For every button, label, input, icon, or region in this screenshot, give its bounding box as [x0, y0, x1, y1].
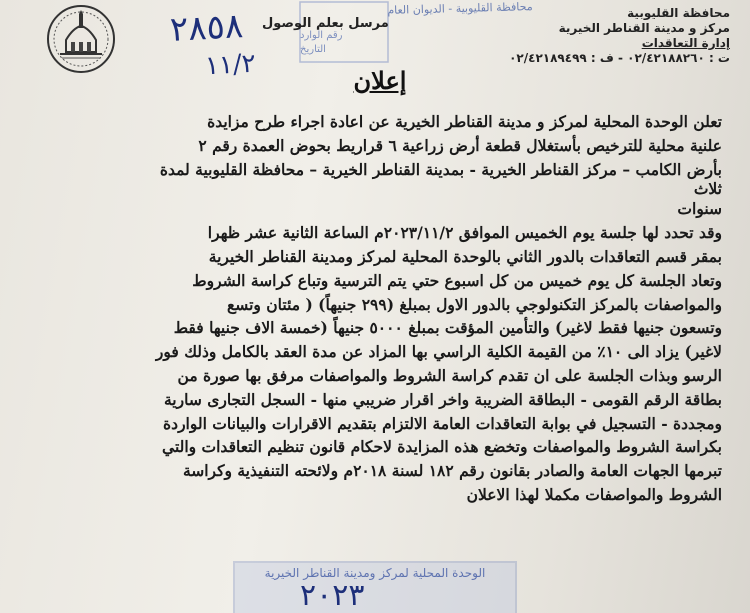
- body-line: والمواصفات بالمركز التكنولوجي بالدور الاول بمبلغ (٢٩٩ جنيهاً) ( مئتان وتسع: [227, 294, 722, 314]
- body-line: تبرمها الجهات العامة والصادر بقانون رقم ١٨٢ لسنة ٢٠١٨م ولائحته التنفيذية وكراسة: [182, 461, 722, 481]
- letterhead: [510, 6, 730, 66]
- body-line: ثلاث: [693, 181, 722, 198]
- handwritten-incoming-number: ٢٨٥٨: [169, 6, 245, 50]
- stamp-title: محافظة القليوبية - الديوان العام: [387, 0, 533, 17]
- body-line: علنية محلية للترخيص بأستغلال قطعة أرض زراعية ٦ قراريط بحوض العمدة رقم ٢: [198, 135, 722, 155]
- governorate-name: محافظة القليوبية: [627, 6, 730, 20]
- announcement-title: إعلان: [353, 66, 407, 95]
- phone-fax: ت : ٠٢/٤٢١٨٨٢٦٠ - ف : ٠٢/٤٢١٨٩٤٩٩: [509, 51, 730, 65]
- body-line: بأرض الكامب – مركز القناطر الخيرية - بمدينة القناطر الخيرية – محافظة القليوبية لمدة: [159, 159, 722, 179]
- handwritten-date: ١١/٢: [204, 48, 257, 82]
- governorate-emblem-icon: [46, 4, 116, 74]
- seal-text: الوحدة المحلية لمركز ومدينة القناطر الخيرية: [264, 566, 486, 580]
- body-line: وتعاد الجلسة كل يوم خميس من كل اسبوع حتي يتم الترسية وتباع كراسة الشروط: [192, 270, 722, 290]
- stamp-date-label: التاريخ: [300, 44, 326, 55]
- center-name: مركز و مدينة القناطر الخيرية: [558, 21, 730, 35]
- department-name: إدارة التعاقدات: [641, 36, 730, 50]
- body-line: بكراسة الشروط والمواصفات وتخضع هذه المزايدة لاحكام قانون تنظيم التعاقدات والتي: [162, 437, 722, 457]
- body-line: الرسو وبذات الجلسة على ان تقدم كراسة الشروط والمواصفات مرفق بها صورة من: [177, 365, 722, 385]
- sent-with-receipt-label: مرسل بعلم الوصول: [262, 16, 389, 31]
- stamp-incoming-label: رقم الوارد: [300, 30, 343, 41]
- body-line: ومجددة - التسجيل في بوابة التعاقدات العامة الالتزام بتقديم الاقرارات والبيانات الواردة: [163, 413, 722, 433]
- body-line: لاغير) يزاد الى ١٠٪ من القيمة الكلية الراسي بها المزاد عن مدة العقد بالكامل وذلك فور: [155, 342, 722, 362]
- body-line: وقد تحدد لها جلسة يوم الخميس الموافق ٢٠٢٣/١١/٢م الساعة الثانية عشر ظهرا: [207, 223, 722, 243]
- handwritten-signature-number: ٢٠٢٣: [300, 578, 365, 613]
- body-line: بطاقة الرقم القومى - البطاقة الضريبة واخر اقرار ضريبي منها - السجل التجارى سارية: [163, 389, 722, 409]
- announcement-body: [32, 110, 722, 507]
- body-line: وتسعون جنيها فقط لاغير) والتأمين المؤقت بمبلغ ٥٠٠٠ جنيهاً (خمسة الاف جنيها فقط: [173, 318, 722, 338]
- body-line: الشروط والمواصفات مكملا لهذا الاعلان: [466, 484, 722, 504]
- body-line: تعلن الوحدة المحلية لمركز و مدينة القناطر الخيرية عن اعادة اجراء طرح مزايدة: [207, 112, 722, 131]
- body-line: بمقر قسم التعاقدات بالدور الثاني بالوحدة المحلية لمركز ومدينة القناطر الخيرية: [208, 246, 722, 266]
- body-line: سنوات: [677, 199, 722, 219]
